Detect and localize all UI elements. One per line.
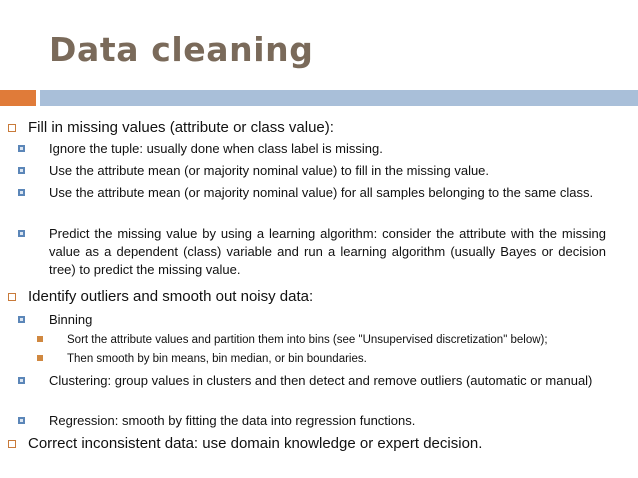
list-item xyxy=(18,225,606,279)
square-bullet-icon xyxy=(18,316,25,323)
list-item-text: Binning xyxy=(49,312,93,327)
list-item-text: Ignore the tuple: usually done when class label is missing. xyxy=(49,141,383,156)
list-item xyxy=(18,372,606,390)
filled-square-bullet-icon xyxy=(37,355,43,361)
list-item-text: Identify outliers and smooth out noisy data: xyxy=(28,288,314,305)
list-item-text: Regression: smooth by fitting the data into regression functions. xyxy=(49,413,416,428)
square-bullet-icon xyxy=(18,230,25,237)
list-item xyxy=(18,311,606,329)
list-item-text: Use the attribute mean (or majority nominal value) to fill in the missing value. xyxy=(49,163,490,178)
list-item-text: Clustering: group values in clusters and then detect and remove outliers (automatic or manual) xyxy=(49,373,593,388)
square-bullet-icon xyxy=(18,167,25,174)
list-item-text: Predict the missing value by using a learning algorithm: consider the attribute with the missing value as a dependent (class) variable and run a learning algorithm (usually Bayes or decision tree) to predict the missing value. xyxy=(49,226,606,277)
list-item-text: Then smooth by bin means, bin median, or bin boundaries. xyxy=(67,353,367,365)
list-item xyxy=(8,435,628,453)
list-item xyxy=(37,332,617,348)
hollow-square-bullet-icon xyxy=(8,124,16,132)
list-item xyxy=(8,119,628,137)
slide-title: Data cleaning xyxy=(49,30,314,69)
hollow-square-bullet-icon xyxy=(8,440,16,448)
square-bullet-icon xyxy=(18,189,25,196)
list-item xyxy=(18,412,606,430)
square-bullet-icon xyxy=(18,417,25,424)
list-item-text: Correct inconsistent data: use domain knowledge or expert decision. xyxy=(28,435,483,452)
accent-bar-blue xyxy=(40,90,638,106)
list-item-text: Sort the attribute values and partition them into bins (see "Unsupervised discretization" below); xyxy=(67,334,548,346)
square-bullet-icon xyxy=(18,145,25,152)
filled-square-bullet-icon xyxy=(37,336,43,342)
accent-bar-orange xyxy=(0,90,36,106)
list-item xyxy=(18,140,606,158)
hollow-square-bullet-icon xyxy=(8,293,16,301)
list-item-text: Use the attribute mean (or majority nominal value) for all samples belonging to the same class. xyxy=(49,185,594,200)
list-item-text: Fill in missing values (attribute or class value): xyxy=(28,119,334,136)
list-item xyxy=(37,351,617,367)
square-bullet-icon xyxy=(18,377,25,384)
list-item xyxy=(8,288,628,306)
list-item xyxy=(18,184,606,202)
list-item xyxy=(18,162,606,180)
